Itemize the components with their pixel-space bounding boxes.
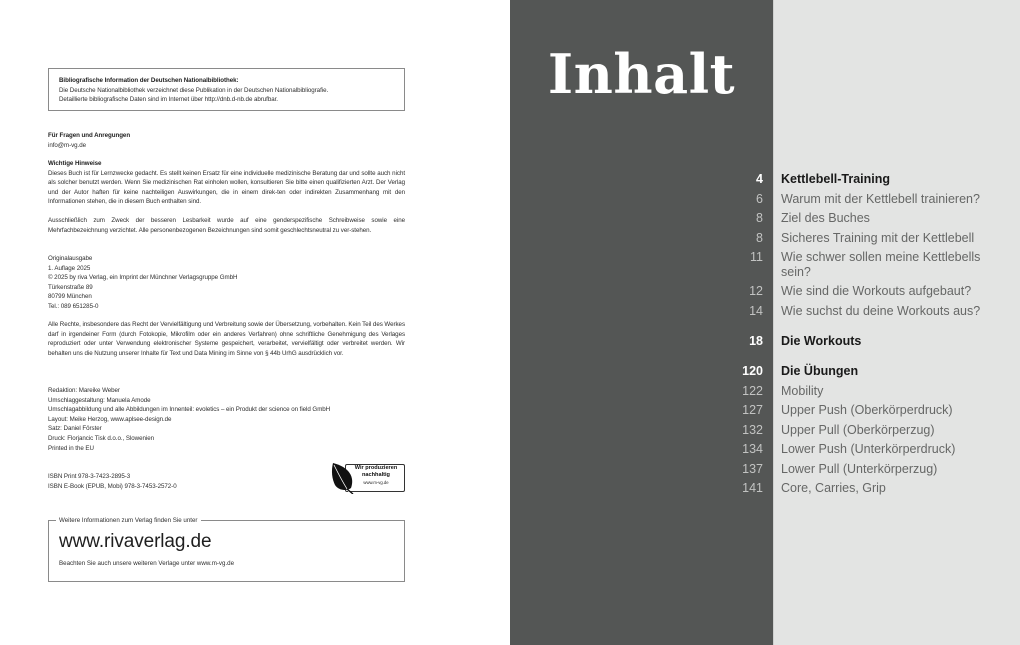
edition-line: Tel.: 089 651285-0 xyxy=(48,302,99,310)
toc-entry-label: Die Workouts xyxy=(781,333,862,348)
toc-entry-label: Core, Carries, Grip xyxy=(781,481,886,495)
toc-entry-label: Lower Pull (Unterkörperzug) xyxy=(781,461,938,476)
badge-url: www.m-vg.de xyxy=(363,480,389,485)
credit-line: Umschlagabbildung und alle Abbildungen im Innenteil: evoletics – ein Produkt der science on field GmbH xyxy=(48,406,331,414)
contact-title: Für Fragen und Anregungen xyxy=(48,132,131,139)
publisher-url[interactable]: www.rivaverlag.de xyxy=(59,531,212,552)
web-legend: Weitere Informationen zum Verlag finden Sie unter xyxy=(56,516,201,525)
toc-entry-label: Upper Push (Oberkörperdruck) xyxy=(781,403,953,417)
toc-entry-label-cont: sein? xyxy=(781,265,811,279)
edition-line: © 2025 by riva Verlag, ein Imprint der Münchner Verlagsgruppe GmbH xyxy=(48,274,238,282)
toc-page-number: 120 xyxy=(742,364,763,378)
toc-light-panel xyxy=(773,0,1020,645)
toc-entry-label: Wie suchst du deine Workouts aus? xyxy=(781,303,981,318)
toc-entry-label: Die Übungen xyxy=(781,364,859,378)
credit-line: Layout: Meike Herzog, www.aplsee-design.de xyxy=(48,415,172,423)
toc-entry-label: Lower Push (Unterkörperdruck) xyxy=(781,442,956,456)
credit-line: Satz: Daniel Förster xyxy=(48,425,102,433)
dnb-line: Detaillierte bibliografische Daten sind im Internet über http://dnb.d-nb.de abrufbar. xyxy=(59,96,278,104)
toc-page-number: 132 xyxy=(742,422,763,437)
toc-page-number: 11 xyxy=(750,250,763,264)
isbn-print: ISBN Print 978-3-7423-2895-3 xyxy=(48,473,131,480)
publisher-web-box xyxy=(48,517,405,582)
toc-entry-label: Mobility xyxy=(781,383,824,398)
toc-page-number: 18 xyxy=(749,333,763,348)
credit-line: Druck: Florjancic Tisk d.o.o., Slowenien xyxy=(48,434,154,442)
toc-page-number: 14 xyxy=(749,303,763,318)
toc-page-number: 127 xyxy=(742,403,763,417)
notice-title: Wichtige Hinweise xyxy=(48,160,102,167)
toc-entry-label: Warum mit der Kettlebell trainieren? xyxy=(781,191,980,206)
toc-page-number: 4 xyxy=(756,172,763,186)
contact-block xyxy=(48,131,405,150)
isbn-ebook: ISBN E-Book (EPUB, Mobi) 978-3-7453-2572-0 xyxy=(48,482,177,490)
notice-text: Dieses Buch ist für Lernzwecke gedacht. Es stellt keinen Ersatz für eine individuelle medizinische Beratung dar und sollte auch nicht als solcher benutzt werden. Wenn Sie medizinischen Rat einholen wollen, konsultieren Sie bitte einen qualifizierten Arzt. Der Verlag und der Autor haften für keine nachteiligen Auswirkungen, die in einem direk-ten oder indirekten Zusammenhang mit den Informationen stehen, die in diesem Buch enthalten sind. xyxy=(48,169,405,206)
toc-entry-label: Upper Pull (Oberkörperzug) xyxy=(781,422,935,437)
credit-line: Redaktion: Mareike Weber xyxy=(48,387,120,394)
edition-line: 1. Auflage 2025 xyxy=(48,264,91,272)
badge-line: nachhaltig xyxy=(362,472,390,478)
dnb-info-box xyxy=(48,68,405,111)
credit-line: Printed in the EU xyxy=(48,444,94,452)
toc-entry-label: Kettlebell-Training xyxy=(781,172,891,186)
contact-email[interactable]: info@m-vg.de xyxy=(48,141,87,149)
toc-page-number: 141 xyxy=(742,481,763,495)
toc-page-number: 12 xyxy=(749,284,763,298)
sustainability-badge xyxy=(331,461,405,494)
credit-line: Umschlaggestaltung: Manuela Amode xyxy=(48,396,151,404)
toc-page-number: 6 xyxy=(756,191,763,206)
toc-page-number: 8 xyxy=(756,230,763,245)
toc-entry-label: Ziel des Buches xyxy=(781,211,870,225)
edition-line: Türkenstraße 89 xyxy=(48,283,93,291)
toc-title: Inhalt xyxy=(547,42,736,106)
edition-line: 80799 München xyxy=(48,293,92,301)
toc-entry-label: Sicheres Training mit der Kettlebell xyxy=(781,230,975,245)
badge-line: Wir produzieren xyxy=(354,465,398,471)
toc-entry-label: Wie schwer sollen meine Kettlebells xyxy=(781,250,981,264)
toc-page-number: 8 xyxy=(756,211,763,225)
rights-block: Alle Rechte, insbesondere das Recht der Vervielfältigung und Verbreitung sowie der Übersetzung, vorbehalten. Kein Teil des Werkes darf in irgendeiner Form (durch Fotokopie, Mikrofilm oder ein anderes Verfahren) ohne schriftliche Genehmigung des Verlages reproduziert oder unter Verwendung elektronischer Systeme gespeichert, verarbeitet, vervielfältigt oder verbreitet werden. Wir behalten uns die Nutzung unserer Inhalte für Text und Data Mining im Sinne von § 44b UrhG ausdrücklich vor. xyxy=(48,321,405,357)
dnb-line: Die Deutsche Nationalbibliothek verzeichnet diese Publikation in der Deutschen Nationalbibliografie. xyxy=(59,86,329,94)
edition-line: Originalausgabe xyxy=(48,255,93,262)
credits-block xyxy=(48,386,405,453)
dnb-title: Bibliografische Information der Deutschen Nationalbibliothek: xyxy=(59,77,239,84)
notice-block xyxy=(48,159,405,207)
toc-page-number: 122 xyxy=(742,383,763,398)
gender-note: Ausschließlich zum Zweck der besseren Lesbarkeit wurde auf eine genderspezifische Schreibweise sowie eine Mehrfachbezeichnung verzichtet. Alle personenbezogenen Bezeichnungen sind somit geschlechtsneutral zu ver-stehen. xyxy=(48,217,405,234)
toc-entry-label: Wie sind die Workouts aufgebaut? xyxy=(781,284,972,298)
toc-page-number: 134 xyxy=(742,442,763,456)
toc-page-number: 137 xyxy=(742,461,763,476)
web-subnote: Beachten Sie auch unsere weiteren Verlage unter www.m-vg.de xyxy=(59,560,235,567)
edition-block xyxy=(48,254,405,312)
